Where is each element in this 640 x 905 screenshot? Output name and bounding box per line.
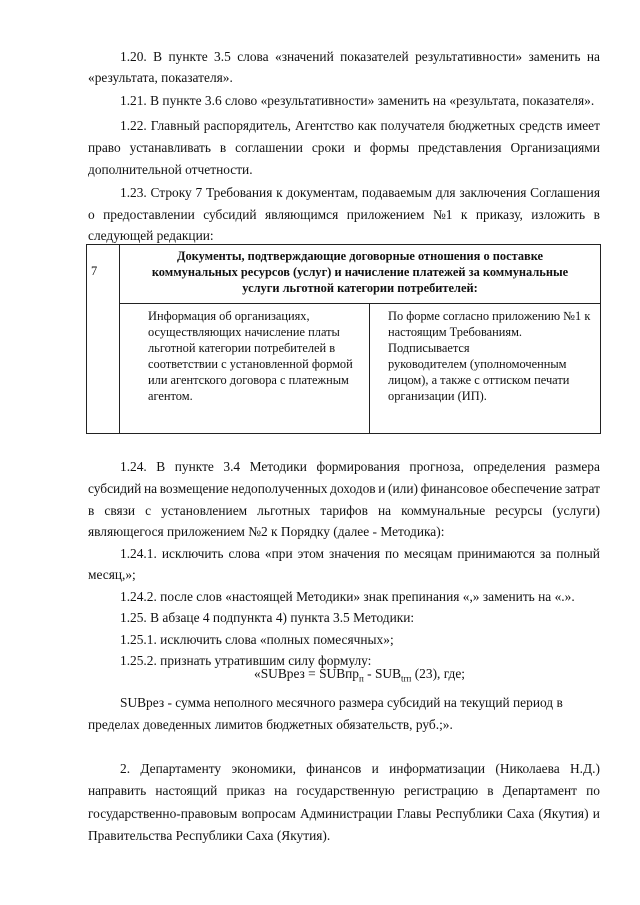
word: формы [369,140,410,155]
subrez-line-2: пределах доведенных лимитов бюджетных обязательств, руб.;». [88,717,453,732]
info-line-6: агентом. [148,389,193,403]
word: льготных [257,503,311,518]
form-cell [370,304,601,434]
word: 1.23. [120,185,147,200]
word: доходов [330,481,376,496]
row-number-cell [87,245,120,434]
word: средств [519,118,563,133]
form-line-1: По форме согласно приложению №1 к [388,309,591,323]
word: являющимся [265,207,339,222]
word: к [276,185,283,200]
para-1-24-2: 1.24.2. после слов «настоящей Методики» знак препинания «,» заменить на «.». [120,589,575,604]
para-1-24-1-line-1 [120,546,600,562]
para-1-25-2: 1.25.2. признать утратившим силу формулу: [120,653,372,668]
word: 1.24.1. [120,546,157,561]
word: 1.22. [120,118,147,133]
word: по [385,546,399,561]
word: субсидий [203,207,257,222]
word: Строку [150,185,192,200]
word: сроки [311,140,345,155]
word: «значений [275,49,334,64]
word: (услуги) [552,503,600,518]
info-line-2: осуществляющих начисление платы [148,325,340,339]
word: подаваемым [361,185,433,200]
word: финансовое [420,481,489,496]
table-body-row [87,304,601,434]
word: Методики [249,459,307,474]
word: формирования [316,459,400,474]
word: значения [328,546,381,561]
word: Организациями [510,140,600,155]
word: вопросам [241,806,296,821]
word: Н.Д.) [569,761,600,776]
word: слова [228,546,260,561]
word: для [435,185,456,200]
para-1-22-line-2 [88,140,600,156]
requirements-table [86,244,601,434]
form-line-2: настоящим Требованиям. Подписывается [388,325,523,355]
para-2-line-2 [88,783,600,799]
word: 1.20. [120,49,147,64]
word: направить [88,783,147,798]
word: изложить [531,207,586,222]
word: 1.24. [120,459,147,474]
word: месяцам [403,546,453,561]
word: 3.5 [214,49,231,64]
word: В [153,49,163,64]
word: соглашении [235,140,303,155]
para-1-24-1-line-2: месяц,»; [88,567,136,582]
para-1-20-line-1 [120,49,600,65]
word: (Николаева [495,761,560,776]
word: экономики, [231,761,296,776]
word: с [145,503,152,518]
word: право [88,140,121,155]
word: на [586,49,600,64]
word: Республики [435,806,503,821]
row-number: 7 [91,264,98,278]
word: на [274,783,288,798]
para-1-24-line-1 [120,459,600,475]
info-line-4: соответствии с установленной формой [148,357,353,371]
word: этом [297,546,324,561]
word: регистрацию [403,783,479,798]
info-line-5: или агентского договора с платежным [148,373,349,387]
word: коммунальные [401,503,486,518]
word: настоящий [155,783,218,798]
formula-part-3: (23), где; [411,666,466,681]
word: установлением [161,503,248,518]
para-1-25-1: 1.25.1. исключить слова «полных помесячных»; [120,632,394,647]
word: приказ [226,783,266,798]
word: пункте [168,49,208,64]
form-line-3: руководителем (уполномоченным [388,357,567,371]
para-1-22-line-1 [120,118,600,134]
word: Требования [205,185,273,200]
form-line-5: организации (ИП). [388,389,487,403]
word: как [357,118,377,133]
word: по [586,783,600,798]
form-line-4: лицом), а также с оттиском печати [388,373,570,387]
word: Главы [396,806,432,821]
word: полный [556,546,600,561]
word: слова [237,49,269,64]
word: бюджетных [448,118,516,133]
word: к [460,207,468,222]
info-cell [120,304,370,434]
word: заключения [459,185,527,200]
word: в [593,207,600,222]
header-line-3: услуги льготной категории потребителей: [242,281,478,295]
word: в [219,140,227,155]
word: В [156,459,166,474]
word: №1 [432,207,453,222]
formula [254,666,465,684]
word: имеет [566,118,600,133]
word: (Якутия) [538,806,589,821]
word: финансов [306,761,362,776]
word: Главный [150,118,200,133]
word: затрат [564,481,600,496]
word: размера [555,459,600,474]
word: и [378,481,386,496]
word: за [539,546,552,561]
para-1-25: 1.25. В абзаце 4 подпункта 4) пункта 3.5 Методики: [120,610,415,625]
word: государственную [296,783,395,798]
word: 2. [120,761,131,776]
info-line-1: Информация об организациях, [148,309,310,323]
word: недополученных [231,481,328,496]
word: 7 [195,185,203,200]
word: о [88,207,95,222]
word: приказу, [475,207,523,222]
word: представления [417,140,502,155]
word: Департамент [502,783,577,798]
para-1-23-line-3: следующей редакции: [88,228,214,243]
word: обеспечение [490,481,563,496]
word: государственно-правовым [88,806,238,821]
word: пункте [174,459,214,474]
word: устанавливать [129,140,212,155]
word: информатизации [389,761,486,776]
para-1-24-line-3 [88,503,600,519]
word: тарифов [320,503,368,518]
word: (или) [388,481,418,496]
para-1-24-line-2 [88,481,600,497]
word: результативности» [415,49,523,64]
word: и [592,806,600,821]
formula-sub-1: п [359,673,364,684]
formula-part-1: «SUBрез = SUBпр [254,666,359,681]
para-1-23-line-2 [88,207,600,223]
info-line-3: льготной категории потребителей в [148,341,336,355]
word: получателя [380,118,445,133]
word: Администрации [299,806,393,821]
word: на [143,481,158,496]
word: ресурсы [495,503,543,518]
word: и [371,761,379,776]
para-1-21: 1.21. В пункте 3.6 слово «результативности» заменить на «результата, показателя». [120,93,595,108]
word: исключить [161,546,224,561]
word: Саха [506,806,535,821]
word: приложением [346,207,425,222]
word: 3.4 [223,459,241,474]
formula-part-2: - SUB [363,666,402,681]
para-1-22-line-3: дополнительной отчетности. [88,162,253,177]
word: заменить [528,49,581,64]
word: предоставлении [103,207,195,222]
para-1-23-line-1 [120,185,600,201]
word: связи [104,503,136,518]
para-1-24-line-4: являющегося приложением №2 к Порядку (далее - Методика): [88,524,445,539]
table-header-cell [120,245,601,304]
para-2-line-3 [88,806,600,822]
word: распорядитель, [203,118,291,133]
word: на [377,503,392,518]
word: прогноза, [409,459,464,474]
header-line-1: Документы, подтверждающие договорные отношения о поставке [176,249,544,263]
word: Соглашения [530,185,600,200]
word: в [88,503,95,518]
table-header-row [87,245,601,304]
para-2-line-4: Правительства Республики Саха (Якутия). [88,828,331,843]
word: документам, [286,185,359,200]
word: субсидий [88,481,142,496]
word: возмещение [159,481,229,496]
word: определения [473,459,546,474]
word: показателей [340,49,409,64]
subrez-line-1: SUBрез - сумма неполного месячного размера субсидий на текущий период в [120,695,563,710]
word: Департаменту [140,761,222,776]
word: в [487,783,494,798]
formula-sub-2: trп [401,673,412,684]
word: Агентство [294,118,354,133]
word: «при [264,546,293,561]
word: и [353,140,361,155]
para-1-20-line-2: «результата, показателя». [88,70,233,85]
para-2-line-1 [120,761,600,777]
header-line-2: коммунальных ресурсов (услуг) и начисление платежей за коммунальные [151,265,569,279]
word: принимаются [457,546,535,561]
